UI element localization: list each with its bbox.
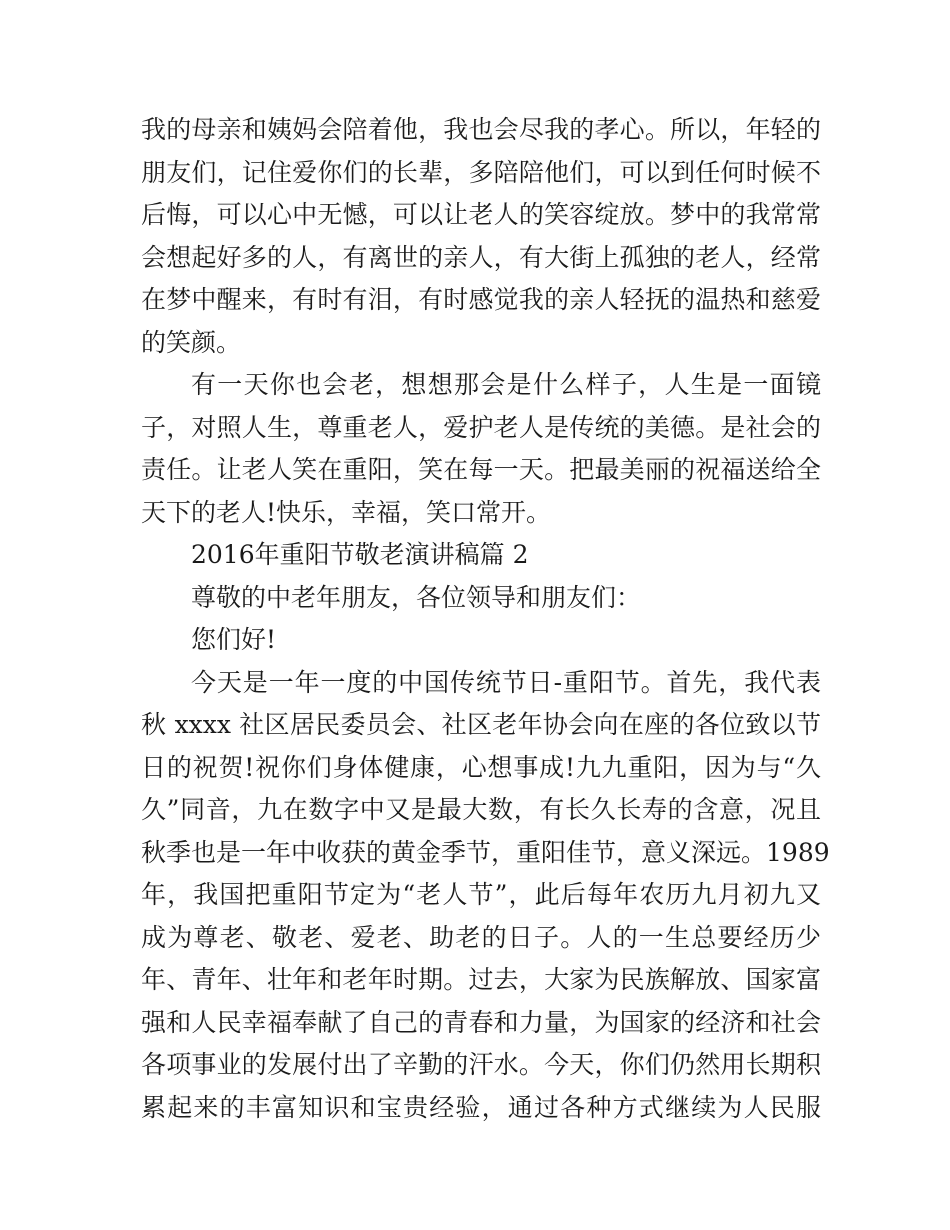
text-line: 日的祝贺!祝你们身体健康，心想事成!九九重阳，因为与“久 [141,752,821,782]
text-line: 成为尊老、敬老、爱老、助老的日子。人的一生总要经历少 [141,922,821,952]
text-line: 在梦中醒来，有时有泪，有时感觉我的亲人轻抚的温热和慈爱 [141,285,821,314]
text-line: 强和人民幸福奉献了自己的青春和力量，为国家的经济和社会 [141,1007,821,1037]
text-line: 我的母亲和姨妈会陪着他，我也会尽我的孝心。所以，年轻的 [141,115,821,144]
text-line: 的笑颜。 [141,327,242,357]
document-body [141,109,830,1129]
text-line: 责任。让老人笑在重阳，笑在每一天。把最美丽的祝福送给全 [141,455,821,484]
text-line: 秋 xxxx 社区居民委员会、社区老年协会向在座的各位致以节 [141,710,821,739]
section-heading: 2016年重阳节敬老演讲稿篇 2 [191,540,529,569]
text-line: 久”同音，九在数字中又是最大数，有长久长寿的含意，况且 [141,795,821,824]
greeting: 您们好! [191,625,277,654]
text-line: 有一天你也会老，想想那会是什么样子，人生是一面镜 [191,370,821,399]
text-line: 朋友们，记住爱你们的长辈，多陪陪他们，可以到任何时候不 [141,157,821,187]
text-line: 天下的老人!快乐，幸福，笑口常开。 [141,497,552,527]
text-line: 会想起好多的人，有离世的亲人，有大街上孤独的老人，经常 [141,242,821,272]
text-line: 年、青年、壮年和老年时期。过去，大家为民族解放、国家富 [141,965,821,994]
text-line: 子，对照人生，尊重老人，爱护老人是传统的美德。是社会的 [141,412,821,442]
text-line: 秋季也是一年中收获的黄金季节，重阳佳节，意义深远。1989 [141,837,830,867]
text-line: 累起来的丰富知识和宝贵经验，通过各种方式继续为人民服 [141,1092,821,1122]
salutation: 尊敬的中老年朋友，各位领导和朋友们： [191,582,642,612]
text-line: 今天是一年一度的中国传统节日-重阳节。首先，我代表 [191,667,821,697]
text-line: 后悔，可以心中无憾，可以让老人的笑容绽放。梦中的我常常 [141,200,821,229]
text-line: 年，我国把重阳节定为“老人节”，此后每年农历九月初九又 [141,880,821,909]
text-line: 各项事业的发展付出了辛勤的汗水。今天，你们仍然用长期积 [141,1050,821,1079]
